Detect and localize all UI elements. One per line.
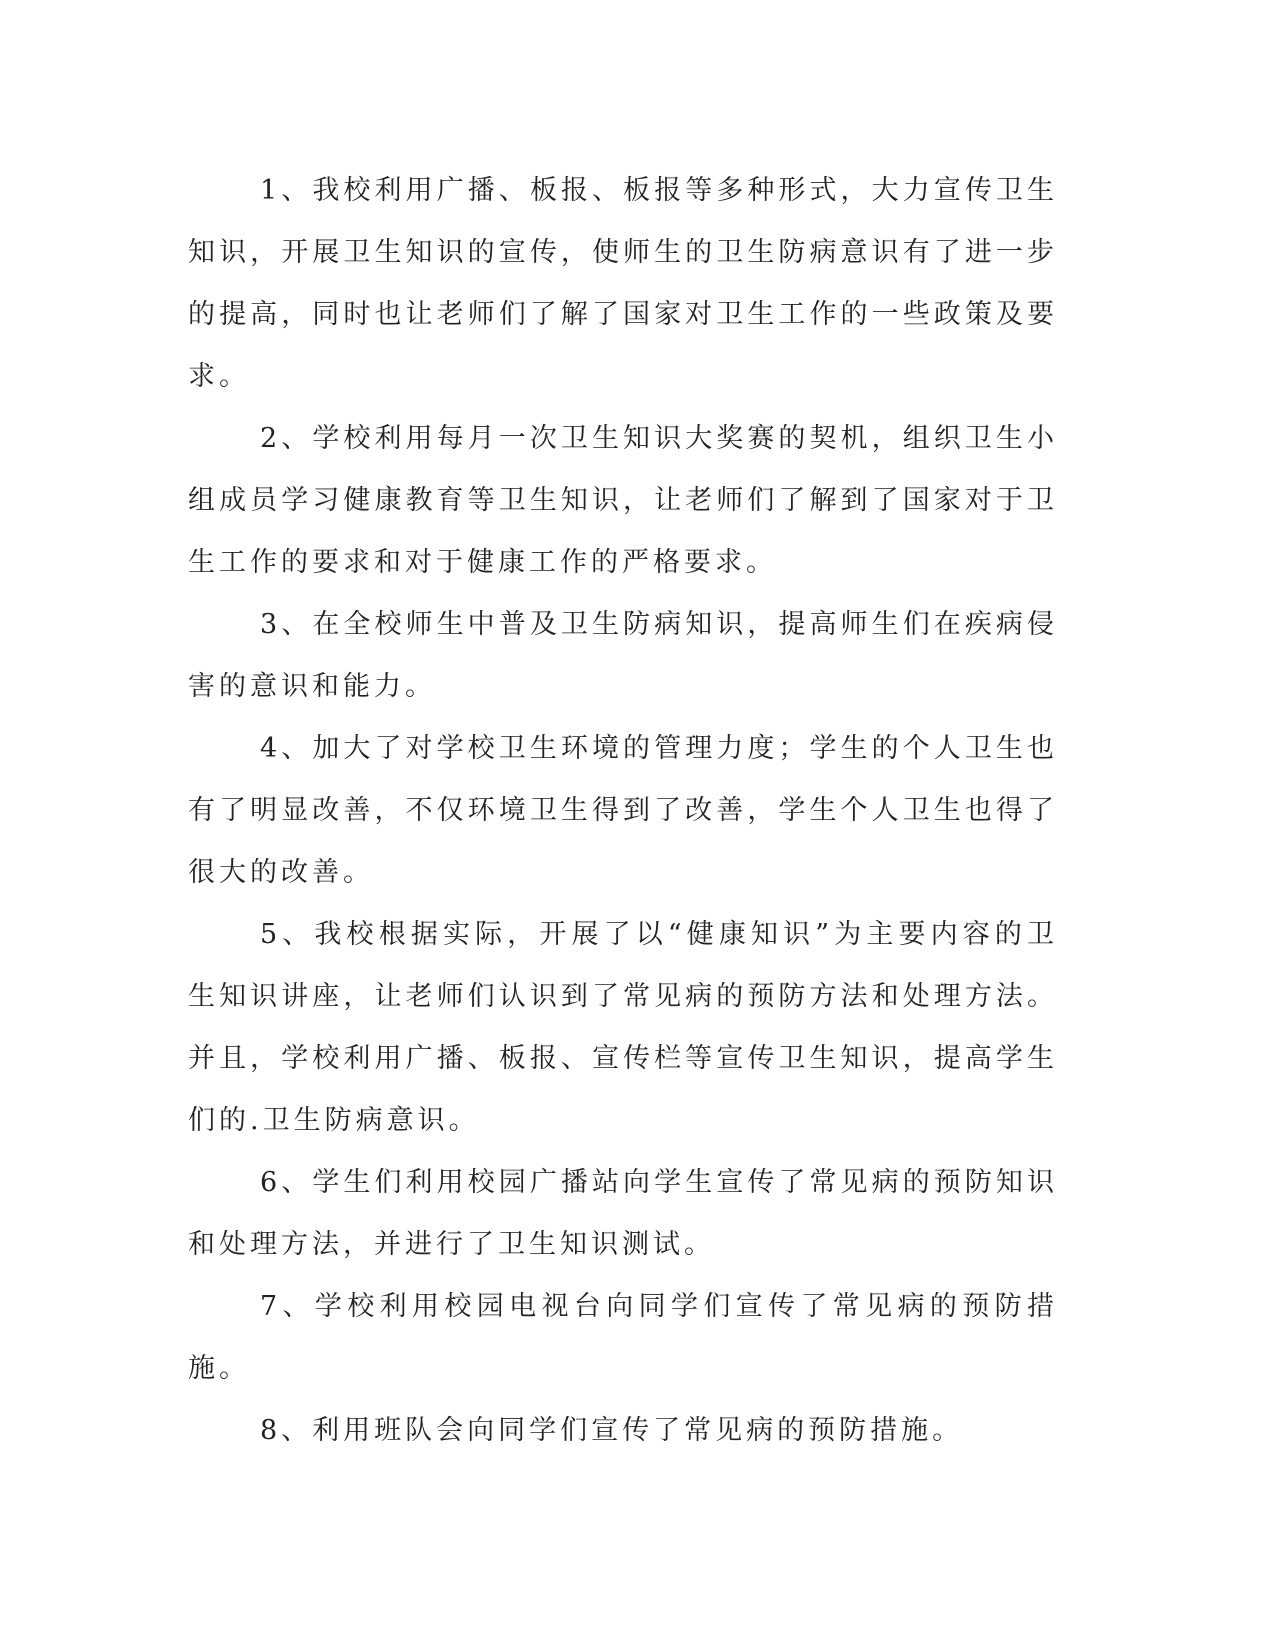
paragraph-1: 1、我校利用广播、板报、板报等多种形式，大力宣传卫生知识，开展卫生知识的宣传，使师生的卫生防病意识有了进一步的提高，同时也让老师们了解了国家对卫生工作的一些政策及要求。 bbox=[188, 175, 1058, 392]
document-body bbox=[188, 160, 1058, 1462]
paragraph-8: 8、利用班队会向同学们宣传了常见病的预防措施。 bbox=[260, 1415, 964, 1446]
paragraph-5: 5、我校根据实际，开展了以“健康知识”为主要内容的卫生知识讲座，让老师们认识到了常见病的预防方法和处理方法。并且，学校利用广播、板报、宣传栏等宣传卫生知识，提高学生们的.卫生防病意识。 bbox=[188, 919, 1058, 1136]
paragraph-3: 3、在全校师生中普及卫生防病知识，提高师生们在疾病侵害的意识和能力。 bbox=[188, 609, 1058, 702]
paragraph-4: 4、加大了对学校卫生环境的管理力度；学生的个人卫生也有了明显改善，不仅环境卫生得到了改善，学生个人卫生也得了很大的改善。 bbox=[188, 733, 1058, 888]
paragraph-6: 6、学生们利用校园广播站向学生宣传了常见病的预防知识和处理方法，并进行了卫生知识测试。 bbox=[188, 1167, 1058, 1260]
paragraph-2: 2、学校利用每月一次卫生知识大奖赛的契机，组织卫生小组成员学习健康教育等卫生知识，让老师们了解到了国家对于卫生工作的要求和对于健康工作的严格要求。 bbox=[188, 423, 1058, 578]
paragraph-7: 7、学校利用校园电视台向同学们宣传了常见病的预防措施。 bbox=[188, 1291, 1058, 1384]
